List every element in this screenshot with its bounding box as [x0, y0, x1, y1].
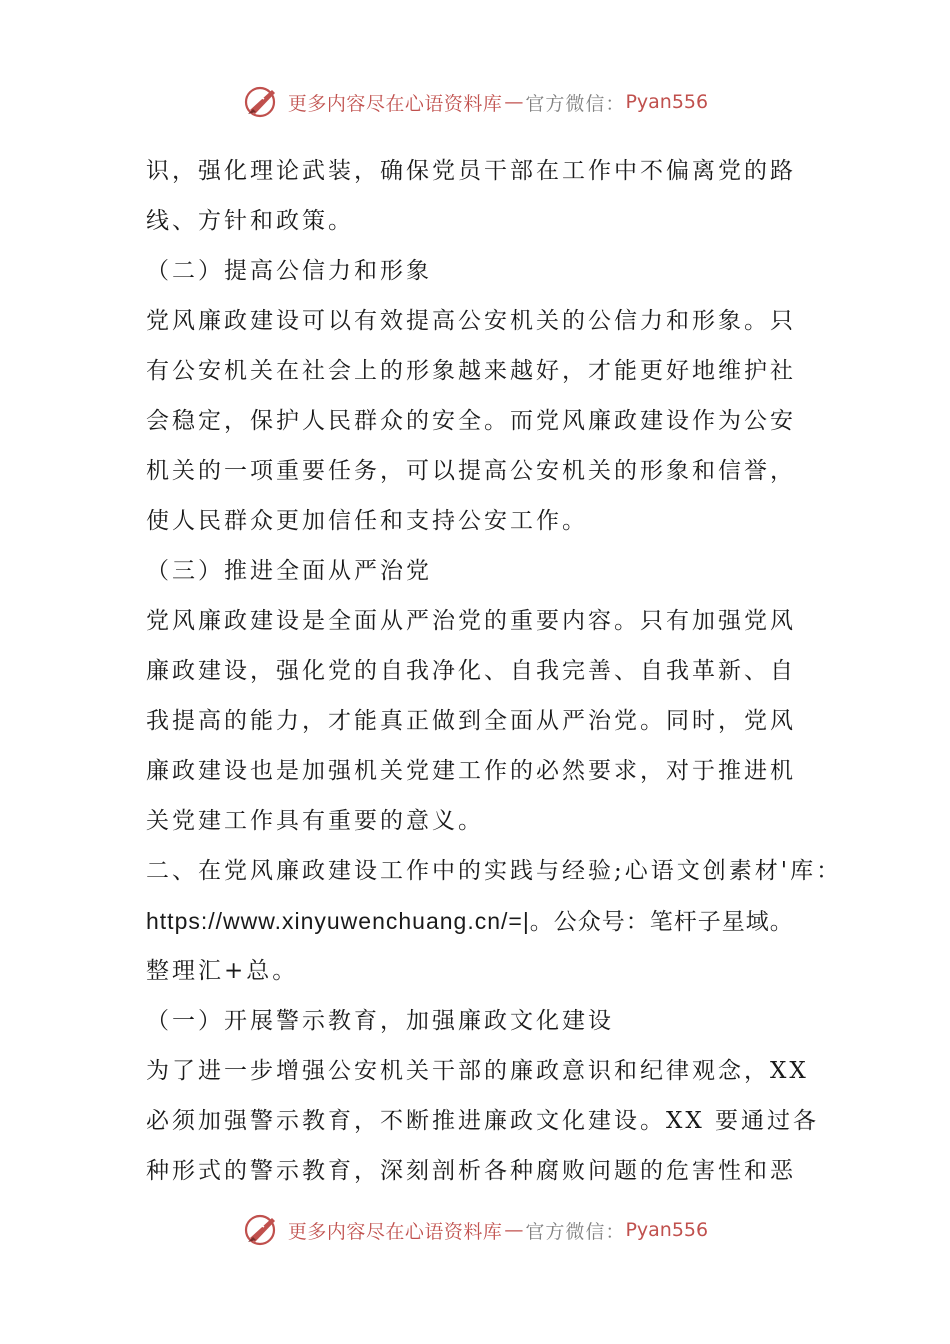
pen-nib-logo-icon: [242, 84, 282, 120]
text-line: 党风廉政建设可以有效提高公安机关的公信力和形象。只: [146, 308, 796, 334]
watermark-brand-text: 更多内容尽在心语资料库: [287, 92, 503, 115]
text-line: 会稳定，保护人民群众的安全。而党风廉政建设作为公安: [146, 408, 796, 434]
text-line: 必须加强警示教育，不断推进廉政文化建设。XX 要通过各: [146, 1108, 820, 1134]
section-heading: （二）提高公信力和形象: [146, 258, 432, 284]
watermark-wechat-id: Pyan556: [625, 91, 709, 113]
text-line: 关党建工作具有重要的意义。: [146, 808, 484, 834]
text-line: 识，强化理论武装，确保党员干部在工作中不偏离党的路: [146, 158, 796, 184]
watermark-label: 官方微信：: [525, 92, 626, 115]
watermark-dash: —: [504, 1219, 524, 1241]
chapter-heading: 二、在党风廉政建设工作中的实践与经验;心语文创素材'库：: [146, 858, 843, 884]
header-watermark: [0, 82, 950, 122]
text-line: 我提高的能力，才能真正做到全面从严治党。同时，党风: [146, 708, 796, 734]
document-body: [146, 146, 843, 1196]
text-line: 廉政建设，强化党的自我净化、自我完善、自我革新、自: [146, 658, 796, 684]
text-line: 线、方针和政策。: [146, 208, 354, 234]
watermark-dash: —: [504, 91, 524, 113]
text-line: 为了进一步增强公安机关干部的廉政意识和纪律观念，XX: [146, 1058, 809, 1084]
footer-watermark: [0, 1210, 950, 1250]
text-line: 种形式的警示教育，深刻剖析各种腐败问题的危害性和恶: [146, 1158, 796, 1184]
text-line: 使人民群众更加信任和支持公安工作。: [146, 508, 588, 534]
watermark-wechat-id: Pyan556: [625, 1219, 709, 1241]
pen-nib-logo-icon: [242, 1212, 282, 1248]
text-line: 整理汇+总。: [146, 958, 299, 984]
section-heading: （三）推进全面从严治党: [146, 558, 432, 584]
watermark-label: 官方微信：: [525, 1220, 626, 1243]
watermark-brand-text: 更多内容尽在心语资料库: [287, 1220, 503, 1243]
text-line: 机关的一项重要任务，可以提高公安机关的形象和信誉，: [146, 458, 796, 484]
section-heading: （一）开展警示教育，加强廉政文化建设: [146, 1008, 614, 1034]
text-line: 党风廉政建设是全面从严治党的重要内容。只有加强党风: [146, 608, 796, 634]
text-line: 有公安机关在社会上的形象越来越好，才能更好地维护社: [146, 358, 796, 384]
text-line: 廉政建设也是加强机关党建工作的必然要求，对于推进机: [146, 758, 796, 784]
url-line: https://www.xinyuwenchuang.cn/=|。公众号：笔杆子星域。: [146, 908, 794, 934]
